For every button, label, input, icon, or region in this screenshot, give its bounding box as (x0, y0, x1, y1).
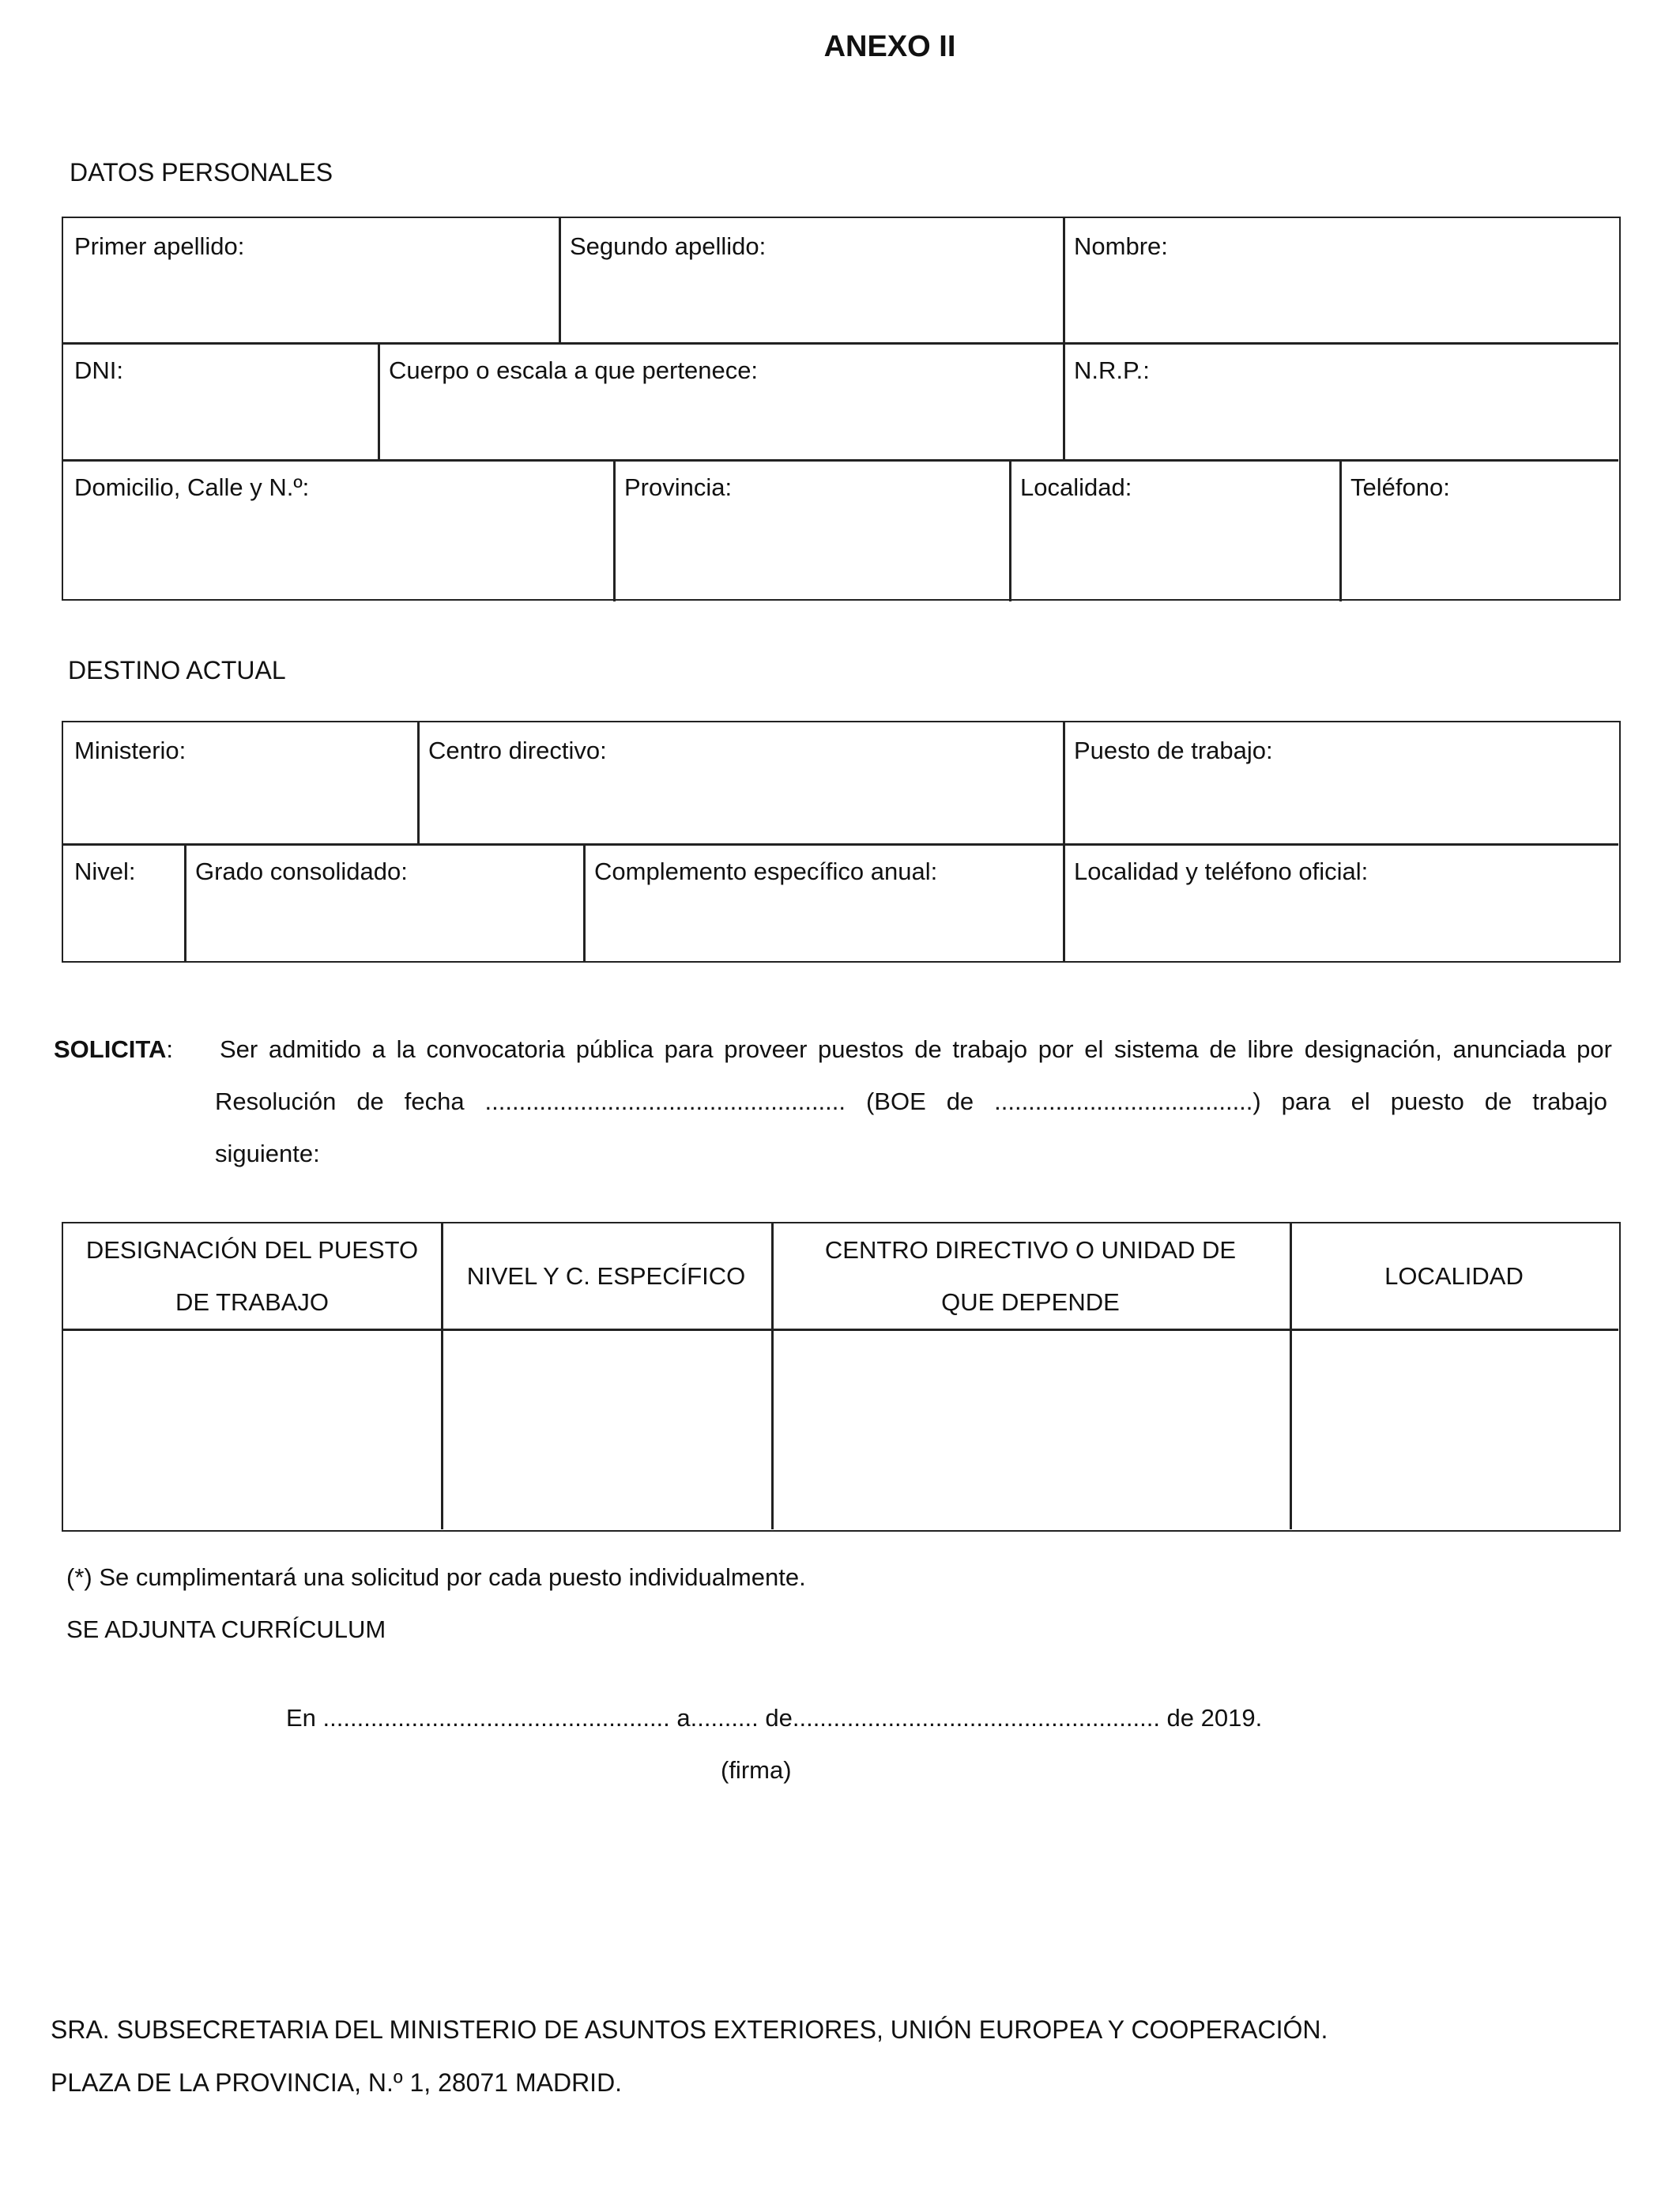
solicita-line-2: Resolución de fecha ..................................................... (BOE de ......................................) para el puesto de trabajo (215, 1088, 1607, 1115)
solicita-line-3: siguiente: (215, 1140, 320, 1167)
dni-field[interactable]: DNI: (74, 356, 123, 384)
header-designacion: DESIGNACIÓN DEL PUESTO DE TRABAJO (85, 1235, 419, 1316)
telefono-field[interactable]: Teléfono: (1350, 473, 1450, 501)
personal-data-table (62, 217, 1621, 601)
solicita-line-1: Ser admitido a la convocatoria pública para proveer puestos de trabajo por el sistema de libre designación, anunciada por (220, 1035, 1612, 1063)
header-centro-directivo: CENTRO DIRECTIVO O UNIDAD DE QUE DEPENDE (824, 1235, 1237, 1316)
individual-note: (*) Se cumplimentará una solicitud por cada puesto individualmente. (66, 1563, 806, 1591)
nivel-field[interactable]: Nivel: (74, 858, 136, 885)
localidad-telefono-field[interactable]: Localidad y teléfono oficial: (1074, 858, 1369, 885)
domicilio-field[interactable]: Domicilio, Calle y N.º: (74, 473, 310, 501)
cuerpo-escala-field[interactable]: Cuerpo o escala a que pertenece: (389, 356, 759, 384)
nrp-field[interactable]: N.R.P.: (1074, 356, 1150, 384)
requested-post-table (62, 1222, 1621, 1532)
signature-label: (firma) (721, 1756, 792, 1784)
ministerio-field[interactable]: Ministerio: (74, 737, 186, 764)
complemento-especifico-field[interactable]: Complemento específico anual: (594, 858, 938, 885)
address-line: PLAZA DE LA PROVINCIA, N.º 1, 28071 MADRID. (51, 2068, 623, 2097)
current-post-table (62, 721, 1621, 963)
grado-consolidado-field[interactable]: Grado consolidado: (195, 858, 408, 885)
header-nivel: NIVEL Y C. ESPECÍFICO (466, 1261, 746, 1290)
segundo-apellido-field[interactable]: Segundo apellido: (570, 232, 767, 260)
nivel-input-cell[interactable] (441, 1329, 771, 1529)
centro-input-cell[interactable] (771, 1329, 1290, 1529)
puesto-trabajo-field[interactable]: Puesto de trabajo: (1074, 737, 1273, 764)
page-title: ANEXO II (823, 30, 956, 63)
centro-directivo-field[interactable]: Centro directivo: (428, 737, 607, 764)
addressee-line: SRA. SUBSECRETARIA DEL MINISTERIO DE ASUNTOS EXTERIORES, UNIÓN EUROPEA Y COOPERACIÓN. (51, 2015, 1328, 2044)
current-post-heading: DESTINO ACTUAL (68, 656, 286, 684)
nombre-field[interactable]: Nombre: (1074, 232, 1168, 260)
localidad-field[interactable]: Localidad: (1020, 473, 1132, 501)
curriculum-note: SE ADJUNTA CURRÍCULUM (66, 1615, 386, 1643)
provincia-field[interactable]: Provincia: (624, 473, 733, 501)
primer-apellido-field[interactable]: Primer apellido: (74, 232, 245, 260)
personal-data-heading: DATOS PERSONALES (70, 158, 333, 187)
localidad-input-cell[interactable] (1290, 1329, 1618, 1529)
solicita-label: SOLICITA: (54, 1035, 173, 1063)
header-localidad: LOCALIDAD (1384, 1261, 1524, 1290)
designacion-input-cell[interactable] (63, 1329, 441, 1529)
date-line: En ................................................... a.......... de...................................................... de 2019. (286, 1704, 1263, 1732)
